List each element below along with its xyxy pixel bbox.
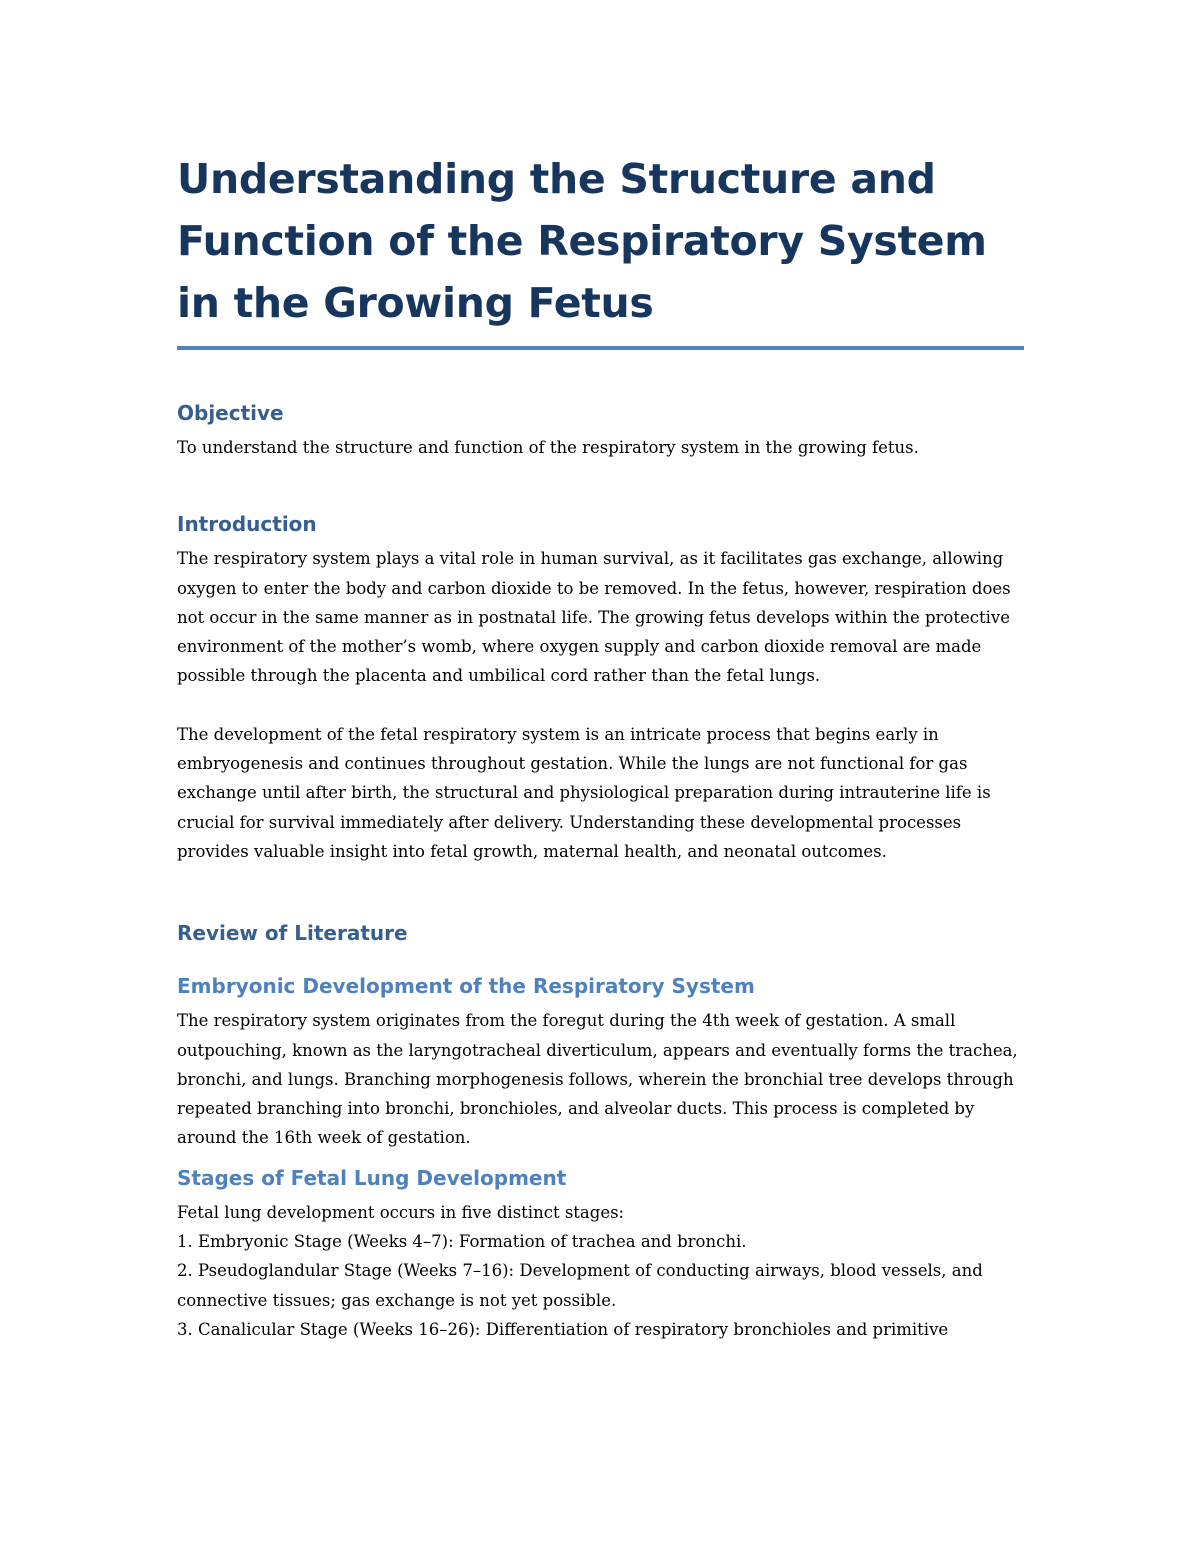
introduction-heading: Introduction — [177, 512, 317, 537]
document-page — [177, 148, 1027, 1344]
title-underline — [177, 346, 1024, 350]
list-item: 1. Embryonic Stage (Weeks 4–7): Formation of trachea and bronchi. — [177, 1232, 747, 1252]
stages-intro: Fetal lung development occurs in five distinct stages: — [177, 1202, 625, 1222]
list-item: 2. Pseudoglandular Stage (Weeks 7–16): Development of conducting airways, blood vessels, and connective tissues; gas exchange is not yet possible. — [177, 1261, 983, 1310]
stages-list — [177, 1227, 1027, 1344]
introduction-paragraph-1: The respiratory system plays a vital role in human survival, as it facilitates gas exchange, allowing oxygen to enter the body and carbon dioxide to be removed. In the fetus, however, respiration does not occur in the same manner as in postnatal life. The growing fetus develops within the protective environment of the mother’s womb, where oxygen supply and carbon dioxide removal are made possible through the placenta and umbilical cord rather than the fetal lungs. — [177, 549, 1011, 686]
list-item: 3. Canalicular Stage (Weeks 16–26): Differentiation of respiratory bronchioles and primitive — [177, 1319, 949, 1339]
embryonic-text: The respiratory system originates from the foregut during the 4th week of gestation. A small outpouching, known as the laryngotracheal diverticulum, appears and eventually forms the trachea, bronchi, and lungs. Branching morphogenesis follows, wherein the bronchial tree develops through repeated branching into bronchi, bronchioles, and alveolar ducts. This process is completed by around the 16th week of gestation. — [177, 1011, 1018, 1148]
introduction-paragraph-2: The development of the fetal respiratory system is an intricate process that begins early in embryogenesis and continues throughout gestation. While the lungs are not functional for gas exchange until after birth, the structural and physiological preparation during intrauterine life is crucial for survival immediately after delivery. Understanding these developmental processes provides valuable insight into fetal growth, maternal health, and neonatal outcomes. — [177, 724, 991, 861]
objective-heading: Objective — [177, 401, 284, 425]
objective-text: To understand the structure and function of the respiratory system in the growing fetus. — [177, 438, 919, 457]
document-title: Understanding the Structure and Function of the Respiratory System in the Growing Fetus — [177, 155, 987, 327]
stages-heading: Stages of Fetal Lung Development — [177, 1165, 567, 1190]
review-heading: Review of Literature — [177, 921, 408, 946]
embryonic-heading: Embryonic Development of the Respiratory System — [177, 974, 755, 999]
